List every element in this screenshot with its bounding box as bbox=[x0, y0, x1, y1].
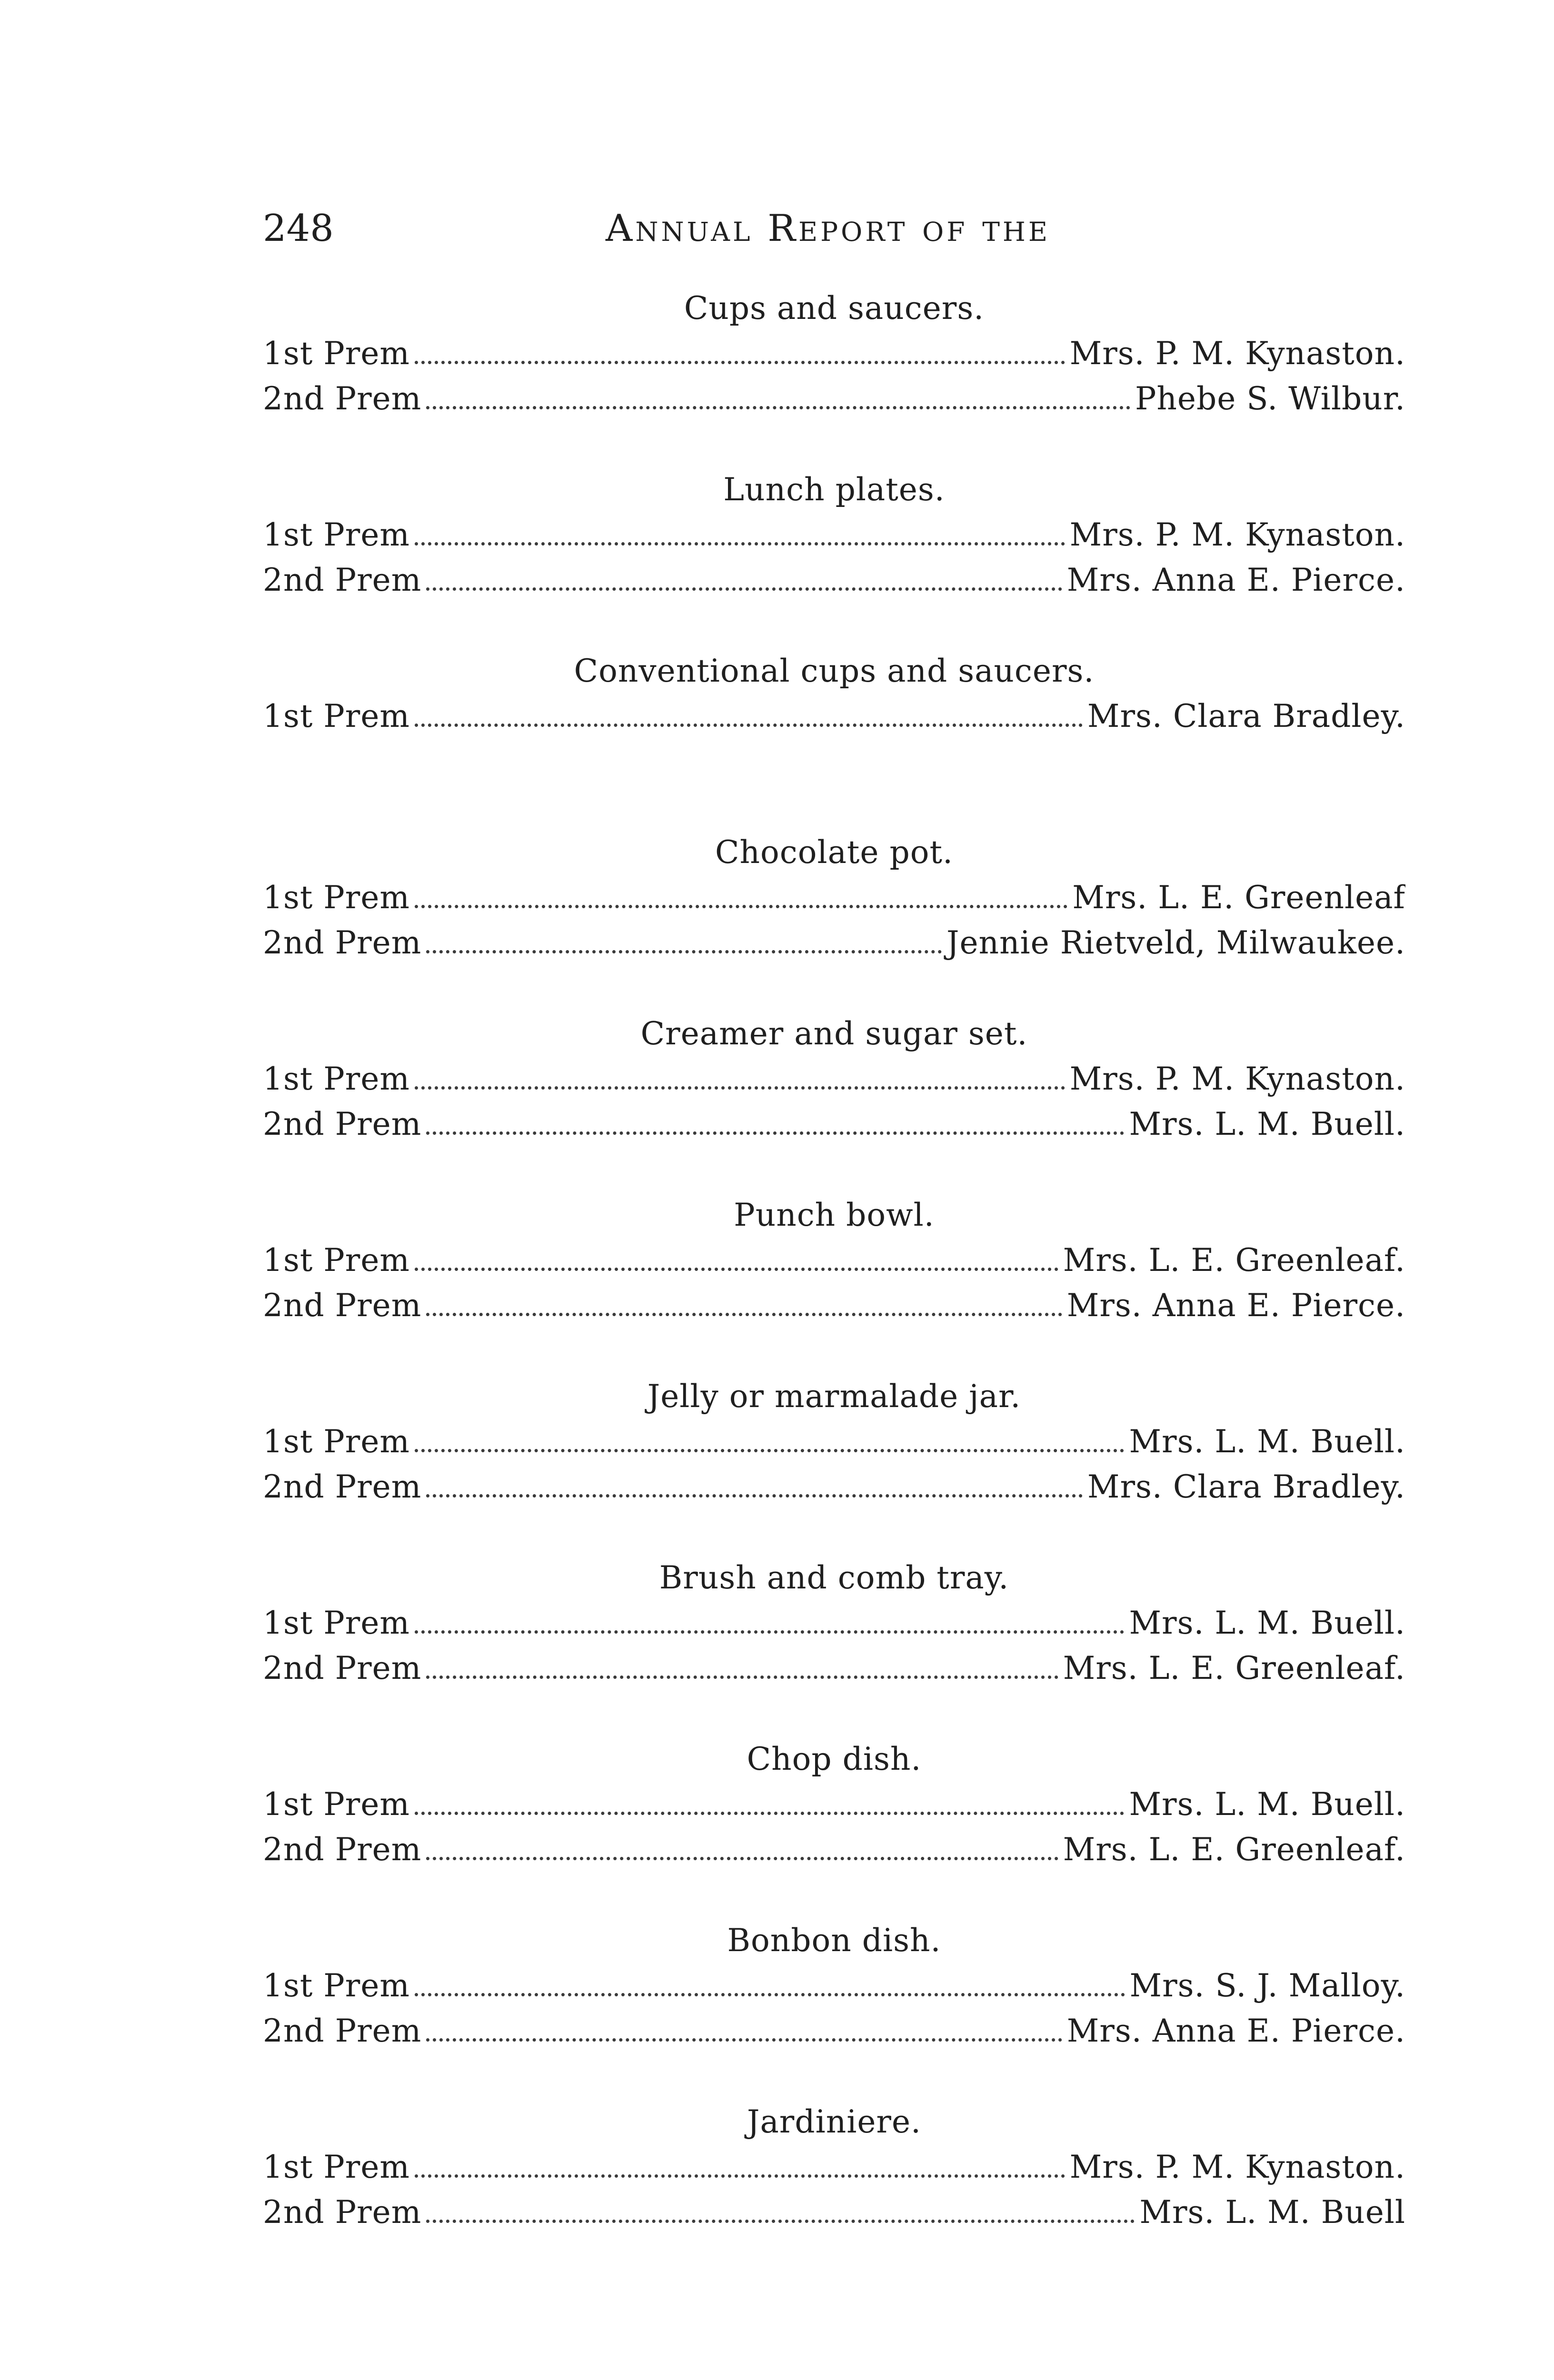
dot-leader bbox=[426, 1494, 1083, 1497]
premium-entry bbox=[263, 2190, 1405, 2235]
premium-place: 2nd Prem bbox=[263, 562, 422, 598]
premium-entry bbox=[263, 1646, 1405, 1691]
premium-section bbox=[263, 1736, 1405, 1918]
dot-leader bbox=[415, 724, 1083, 727]
premium-place: 1st Prem bbox=[263, 1605, 410, 1641]
dot-leader bbox=[426, 950, 942, 953]
premium-section bbox=[263, 1192, 1405, 1374]
dot-leader bbox=[415, 542, 1065, 545]
dot-leader bbox=[426, 2038, 1062, 2042]
premium-entry bbox=[263, 1827, 1405, 1872]
premium-entry bbox=[263, 1464, 1405, 1509]
premium-place: 1st Prem bbox=[263, 2149, 410, 2185]
premium-entry bbox=[263, 920, 1405, 965]
premium-winner: Mrs. L. E. Greenleaf. bbox=[1063, 1831, 1405, 1868]
premium-winner: Mrs. Anna E. Pierce. bbox=[1066, 1287, 1405, 1324]
premium-place: 2nd Prem bbox=[263, 1468, 422, 1505]
premium-winner: Mrs. L. M. Buell. bbox=[1129, 1786, 1405, 1823]
premium-place: 2nd Prem bbox=[263, 1831, 422, 1868]
premium-list bbox=[263, 286, 1405, 2281]
page-number: 248 bbox=[263, 207, 334, 250]
premium-section bbox=[263, 2099, 1405, 2281]
premium-entry bbox=[263, 1283, 1405, 1328]
premium-place: 2nd Prem bbox=[263, 380, 422, 417]
dot-leader bbox=[415, 1812, 1124, 1815]
premium-winner: Mrs. P. M. Kynaston. bbox=[1069, 2149, 1405, 2185]
premium-place: 2nd Prem bbox=[263, 2194, 422, 2231]
premium-entry bbox=[263, 512, 1405, 557]
dot-leader bbox=[415, 1449, 1124, 1452]
premium-winner: Mrs. P. M. Kynaston. bbox=[1069, 1061, 1405, 1097]
premium-winner: Mrs. Clara Bradley. bbox=[1087, 698, 1405, 734]
premium-place: 2nd Prem bbox=[263, 1106, 422, 1142]
section-title: Jardiniere. bbox=[747, 2103, 921, 2140]
premium-winner: Jennie Rietveld, Milwaukee. bbox=[946, 924, 1405, 961]
dot-leader bbox=[426, 1313, 1062, 1316]
dot-leader bbox=[415, 2174, 1065, 2178]
premium-entry bbox=[263, 331, 1405, 376]
premium-place: 1st Prem bbox=[263, 879, 410, 916]
premium-section bbox=[263, 286, 1405, 467]
premium-place: 1st Prem bbox=[263, 1786, 410, 1823]
premium-place: 2nd Prem bbox=[263, 2013, 422, 2049]
running-head bbox=[263, 202, 1405, 255]
premium-section bbox=[263, 1918, 1405, 2099]
dot-leader bbox=[415, 1268, 1058, 1271]
dot-leader bbox=[415, 1086, 1065, 1090]
premium-entry bbox=[263, 2144, 1405, 2190]
premium-entry bbox=[263, 1782, 1405, 1827]
premium-winner: Mrs. Anna E. Pierce. bbox=[1066, 2013, 1405, 2049]
premium-entry bbox=[263, 875, 1405, 920]
section-title: Brush and comb tray. bbox=[659, 1559, 1009, 1596]
premium-entry bbox=[263, 1056, 1405, 1101]
dot-leader bbox=[415, 905, 1067, 908]
premium-winner: Mrs. Anna E. Pierce. bbox=[1066, 562, 1405, 598]
dot-leader bbox=[426, 2220, 1135, 2223]
premium-winner: Mrs. L. E. Greenleaf. bbox=[1063, 1242, 1405, 1279]
section-title: Lunch plates. bbox=[723, 471, 945, 508]
running-title: Annual Report of the bbox=[606, 207, 1051, 250]
premium-winner: Mrs. L. M. Buell. bbox=[1129, 1423, 1405, 1460]
section-title: Jelly or marmalade jar. bbox=[647, 1378, 1021, 1415]
premium-entry bbox=[263, 2008, 1405, 2053]
premium-place: 1st Prem bbox=[263, 335, 410, 372]
premium-place: 2nd Prem bbox=[263, 1287, 422, 1324]
premium-winner: Mrs. Clara Bradley. bbox=[1087, 1468, 1405, 1505]
dot-leader bbox=[426, 1131, 1124, 1135]
premium-entry bbox=[263, 376, 1405, 421]
premium-winner: Mrs. S. J. Malloy. bbox=[1129, 1967, 1405, 2004]
premium-place: 2nd Prem bbox=[263, 924, 422, 961]
premium-place: 1st Prem bbox=[263, 1061, 410, 1097]
premium-entry bbox=[263, 1963, 1405, 2008]
premium-entry bbox=[263, 1238, 1405, 1283]
premium-place: 1st Prem bbox=[263, 1967, 410, 2004]
dot-leader bbox=[415, 1630, 1124, 1634]
dot-leader bbox=[415, 1993, 1125, 1996]
premium-section bbox=[263, 648, 1405, 830]
premium-section bbox=[263, 1374, 1405, 1555]
premium-place: 2nd Prem bbox=[263, 1650, 422, 1686]
dot-leader bbox=[426, 406, 1130, 409]
premium-winner: Mrs. L. M. Buell bbox=[1139, 2194, 1405, 2231]
section-title: Bonbon dish. bbox=[727, 1922, 941, 1959]
dot-leader bbox=[426, 1676, 1058, 1679]
premium-winner: Mrs. L. M. Buell. bbox=[1129, 1605, 1405, 1641]
dot-leader bbox=[426, 587, 1062, 591]
section-title: Cups and saucers. bbox=[684, 290, 985, 327]
premium-section bbox=[263, 467, 1405, 648]
section-title: Chop dish. bbox=[747, 1741, 922, 1777]
premium-winner: Mrs. L. M. Buell. bbox=[1129, 1106, 1405, 1142]
premium-winner: Mrs. P. M. Kynaston. bbox=[1069, 335, 1405, 372]
section-title: Punch bowl. bbox=[734, 1197, 935, 1233]
premium-winner: Phebe S. Wilbur. bbox=[1135, 380, 1405, 417]
premium-entry bbox=[263, 1600, 1405, 1646]
premium-place: 1st Prem bbox=[263, 1423, 410, 1460]
premium-entry bbox=[263, 694, 1405, 739]
premium-winner: Mrs. L. E. Greenleaf bbox=[1072, 879, 1405, 916]
premium-place: 1st Prem bbox=[263, 516, 410, 553]
premium-place: 1st Prem bbox=[263, 698, 410, 734]
premium-entry bbox=[263, 1419, 1405, 1464]
section-title: Creamer and sugar set. bbox=[640, 1015, 1028, 1052]
premium-section bbox=[263, 830, 1405, 1011]
section-title: Chocolate pot. bbox=[715, 834, 953, 871]
dot-leader bbox=[415, 361, 1065, 364]
premium-winner: Mrs. L. E. Greenleaf. bbox=[1063, 1650, 1405, 1686]
dot-leader bbox=[426, 1857, 1058, 1860]
premium-section bbox=[263, 1555, 1405, 1736]
premium-section bbox=[263, 1011, 1405, 1192]
premium-place: 1st Prem bbox=[263, 1242, 410, 1279]
section-title: Conventional cups and saucers. bbox=[574, 653, 1095, 689]
premium-entry bbox=[263, 557, 1405, 603]
premium-entry bbox=[263, 1101, 1405, 1147]
premium-winner: Mrs. P. M. Kynaston. bbox=[1069, 516, 1405, 553]
